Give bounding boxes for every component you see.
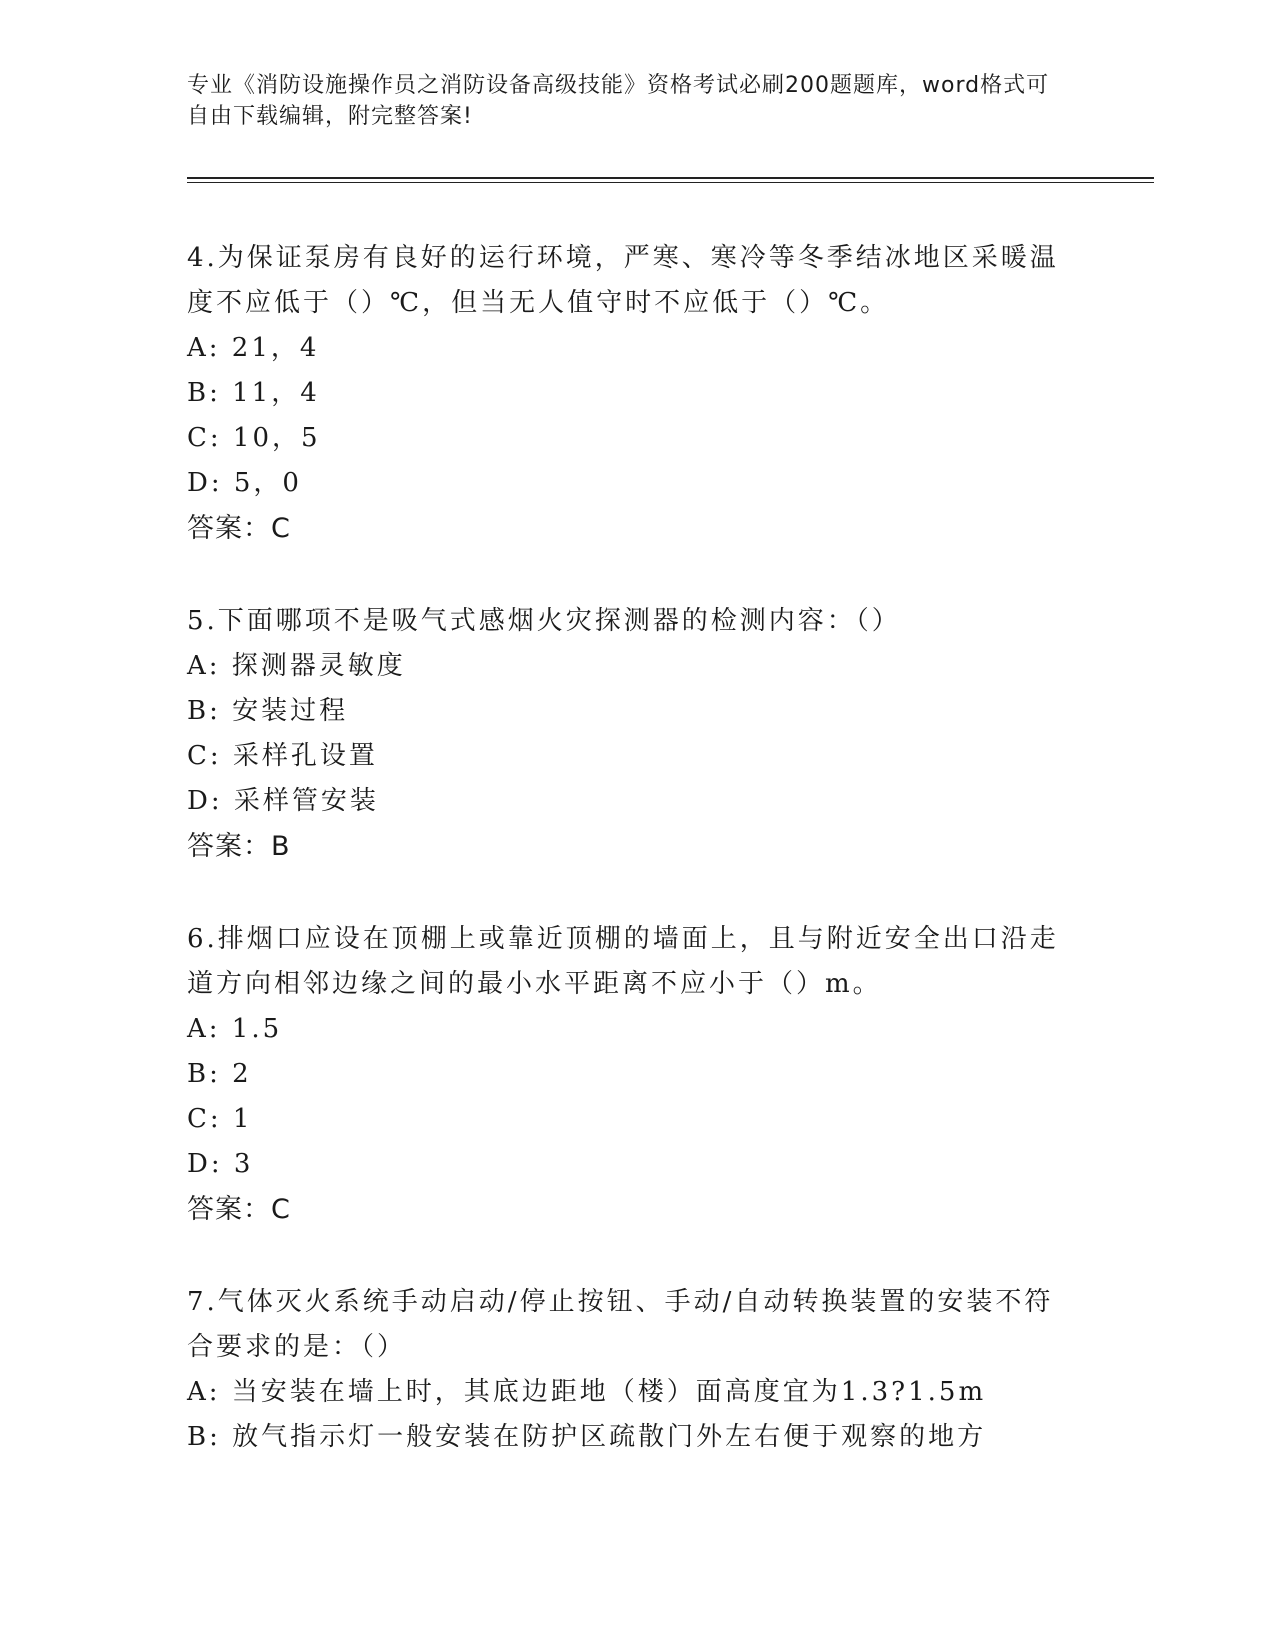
question-5 — [187, 599, 1067, 869]
question-7 — [187, 1280, 1067, 1460]
option-b: B: 放气指示灯一般安装在防护区疏散门外左右便于观察的地方 — [187, 1422, 987, 1452]
option-a: A: 探测器灵敏度 — [187, 651, 406, 681]
question-list — [187, 236, 1067, 1508]
header-rule-thick — [187, 177, 1154, 179]
option-c: C: 采样孔设置 — [187, 741, 378, 771]
answer: 答案：C — [187, 1194, 291, 1225]
question-text: 6.排烟口应设在顶棚上或靠近顶棚的墙面上，且与附近安全出口沿走道方向相邻边缘之间的最小水平距离不应小于（）m。 — [187, 924, 1059, 999]
question-text: 4.为保证泵房有良好的运行环境，严寒、寒冷等冬季结冰地区采暖温度不应低于（）℃，但当无人值守时不应低于（）℃。 — [187, 243, 1059, 318]
question-text: 5.下面哪项不是吸气式感烟火灾探测器的检测内容：（） — [187, 606, 901, 636]
question-text: 7.气体灭火系统手动启动/停止按钮、手动/自动转换装置的安装不符合要求的是：（） — [187, 1287, 1054, 1362]
document-header — [187, 70, 1067, 132]
option-b: B: 安装过程 — [187, 696, 349, 726]
option-b: B: 11，4 — [187, 378, 320, 408]
option-a: A: 当安装在墙上时，其底边距地（楼）面高度宜为1.3?1.5m — [187, 1377, 987, 1407]
header-intro: 专业《消防设施操作员之消防设备高级技能》资格考试必刷200题题库，word格式可自由下载编辑，附完整答案! — [187, 73, 1050, 129]
option-c: C: 1 — [187, 1104, 253, 1134]
question-4 — [187, 236, 1067, 551]
option-d: D: 采样管安装 — [187, 786, 379, 816]
header-rule-thin — [187, 182, 1154, 183]
option-d: D: 3 — [187, 1149, 254, 1179]
answer: 答案：C — [187, 513, 291, 544]
option-b: B: 2 — [187, 1059, 252, 1089]
option-a: A: 1.5 — [187, 1014, 283, 1044]
option-d: D: 5，0 — [187, 468, 302, 498]
option-a: A: 21，4 — [187, 333, 320, 363]
option-c: C: 10，5 — [187, 423, 321, 453]
question-6 — [187, 917, 1067, 1232]
answer: 答案：B — [187, 831, 291, 862]
